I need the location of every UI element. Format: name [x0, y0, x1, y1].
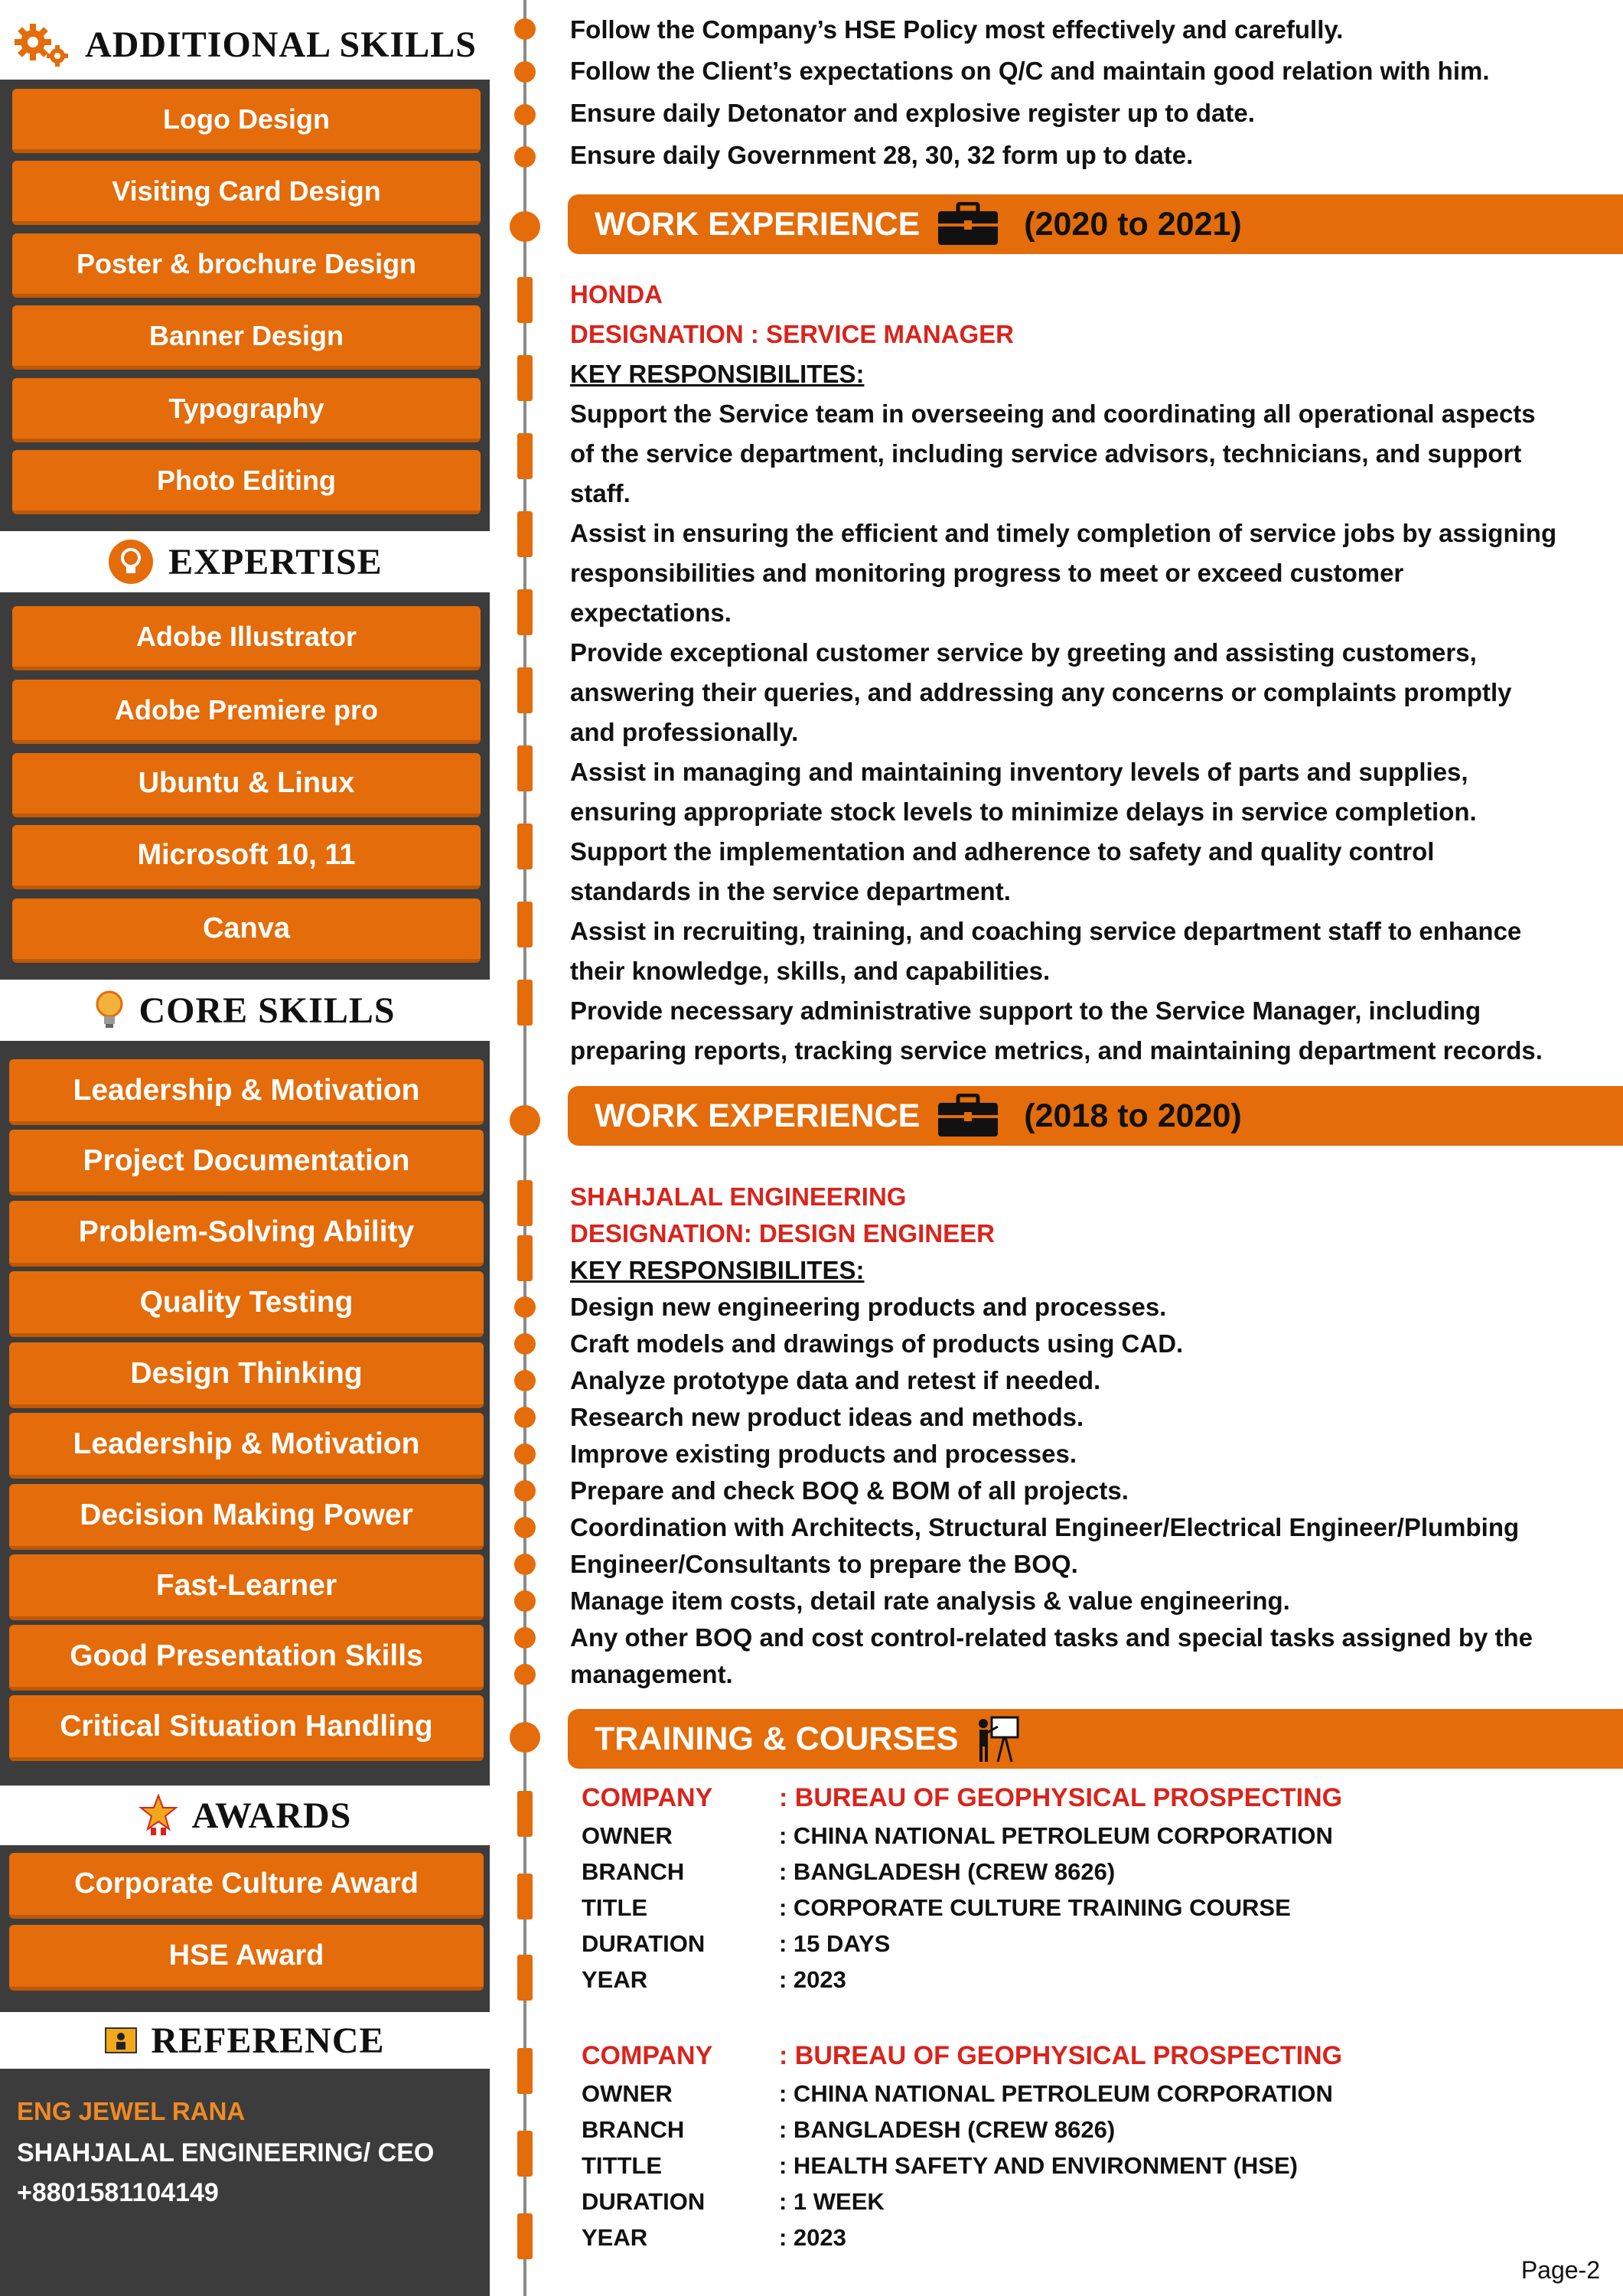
- award-hse: HSE Award: [9, 1925, 484, 1991]
- additional-skills-title: ADDITIONAL SKILLS: [85, 24, 477, 65]
- work-experience-1-header: [568, 194, 1623, 254]
- expertise-adobe-premiere: Adobe Premiere pro: [12, 680, 481, 744]
- work-1-line: their knowledge, skills, and capabilities.: [570, 957, 1051, 985]
- core-skill-design-thinking: Design Thinking: [9, 1342, 484, 1408]
- timeline-segment: [517, 1874, 533, 1919]
- reference-phone[interactable]: +8801581104149: [17, 2178, 219, 2207]
- timeline-segment: [517, 823, 533, 869]
- timeline-segment: [517, 1180, 533, 1226]
- work-1-line: standards in the service department.: [570, 877, 1011, 905]
- expertise-microsoft: Microsoft 10, 11: [12, 825, 481, 889]
- work-1-key-label: KEY RESPONSIBILITES:: [570, 360, 865, 388]
- work-1-designation: DESIGNATION : SERVICE MANAGER: [570, 320, 1014, 348]
- timeline-dot: [514, 1517, 536, 1538]
- core-skills-title: CORE SKILLS: [139, 990, 396, 1031]
- timeline-dot: [514, 1333, 536, 1355]
- timeline-dot: [514, 1443, 536, 1465]
- timeline-dot: [514, 104, 536, 126]
- intro-line: Ensure daily Government 28, 30, 32 form up to date.: [570, 141, 1194, 169]
- timeline-segment: [517, 433, 533, 479]
- work-2-line: Coordination with Architects, Structural Engineer/Electrical Engineer/Plumbing: [570, 1513, 1520, 1541]
- course-1-title-value: : CORPORATE CULTURE TRAINING COURSE: [779, 1894, 1291, 1921]
- work-2-line: Craft models and drawings of products using CAD.: [570, 1329, 1184, 1358]
- presentation-board-icon: [975, 1714, 1021, 1763]
- additional-skills-heading: [0, 14, 490, 75]
- skill-banner-design: Banner Design: [12, 305, 481, 370]
- awards-heading: [0, 1786, 490, 1845]
- core-skill-quality-testing: Quality Testing: [9, 1271, 484, 1337]
- course-1-title-key: TITLE: [582, 1894, 648, 1921]
- timeline-segment: [517, 1791, 533, 1837]
- course-2-owner-value: : CHINA NATIONAL PETROLEUM CORPORATION: [779, 2080, 1333, 2107]
- timeline-segment: [517, 980, 533, 1026]
- course-1-company-value: : BUREAU OF GEOPHYSICAL PROSPECTING: [779, 1783, 1343, 1812]
- course-2-branch-value: : BANGLADESH (CREW 8626): [779, 2116, 1116, 2143]
- work-1-line: of the service department, including service advisors, technicians, and support: [570, 439, 1522, 468]
- work-1-line: expectations.: [570, 598, 732, 627]
- timeline-dot: [514, 18, 536, 40]
- course-2-duration-value: : 1 WEEK: [779, 2188, 885, 2215]
- timeline-dot: [514, 1480, 536, 1502]
- timeline-segment: [517, 667, 533, 713]
- timeline-dot-section: [510, 1722, 540, 1753]
- timeline-segment: [517, 1955, 533, 2001]
- timeline-segment: [517, 511, 533, 557]
- course-1-duration-key: DURATION: [582, 1930, 706, 1957]
- work-1-line: Assist in managing and maintaining inventory levels of parts and supplies,: [570, 758, 1468, 786]
- work-2-line: Analyze prototype data and retest if needed.: [570, 1366, 1101, 1394]
- intro-line: Follow the Company’s HSE Policy most effectively and carefully.: [570, 15, 1344, 44]
- skill-photo-editing: Photo Editing: [12, 450, 481, 514]
- work-1-line: answering their queries, and addressing any concerns or complaints promptly: [570, 678, 1512, 706]
- timeline-dot: [514, 1590, 536, 1612]
- timeline-segment: [517, 1235, 533, 1281]
- timeline-segment: [517, 2131, 533, 2177]
- briefcase-icon: [937, 1094, 999, 1138]
- work-2-company: SHAHJALAL ENGINEERING: [570, 1182, 907, 1211]
- core-skill-fast-learner: Fast-Learner: [9, 1554, 484, 1620]
- expertise-canva: Canva: [12, 899, 481, 963]
- gears-icon: [13, 19, 71, 70]
- course-2-company-key: COMPANY: [582, 2041, 713, 2070]
- expertise-adobe-illustrator: Adobe Illustrator: [12, 606, 481, 670]
- work-2-line: Improve existing products and processes.: [570, 1440, 1077, 1468]
- course-2-title-value: : HEALTH SAFETY AND ENVIRONMENT (HSE): [779, 2152, 1298, 2179]
- work-2-line: Manage item costs, detail rate analysis & value engineering.: [570, 1587, 1290, 1615]
- page-number: Page-2: [1520, 2256, 1600, 2284]
- work-1-line: staff.: [570, 479, 631, 507]
- skill-logo-design: Logo Design: [12, 89, 481, 153]
- course-2-owner-key: OWNER: [582, 2080, 673, 2107]
- work-1-line: Support the Service team in overseeing and coordinating all operational aspects: [570, 400, 1536, 428]
- core-skill-leadership: Leadership & Motivation: [9, 1059, 484, 1125]
- course-2-title-key: TITTLE: [582, 2152, 663, 2179]
- core-skill-presentation: Good Presentation Skills: [9, 1625, 484, 1691]
- core-skills-heading: [0, 980, 490, 1041]
- course-1-company-key: COMPANY: [582, 1783, 713, 1812]
- core-skill-critical-situation: Critical Situation Handling: [9, 1695, 484, 1761]
- timeline-dot: [514, 1370, 536, 1391]
- course-1-year-key: YEAR: [582, 1966, 648, 1993]
- work-2-line: Prepare and check BOQ & BOM of all projects.: [570, 1476, 1129, 1505]
- work-1-line: Support the implementation and adherence to safety and quality control: [570, 837, 1435, 866]
- course-1-branch-value: : BANGLADESH (CREW 8626): [779, 1858, 1116, 1885]
- timeline-dot: [514, 1296, 536, 1318]
- expertise-ubuntu-linux: Ubuntu & Linux: [12, 753, 481, 817]
- course-2-year-value: : 2023: [779, 2224, 846, 2251]
- work-2-line: Any other BOQ and cost control-related tasks and special tasks assigned by the: [570, 1623, 1533, 1652]
- course-2-year-key: YEAR: [582, 2224, 648, 2251]
- course-2-company-value: : BUREAU OF GEOPHYSICAL PROSPECTING: [779, 2041, 1343, 2070]
- work-2-line: management.: [570, 1660, 733, 1688]
- course-1-branch-key: BRANCH: [582, 1858, 685, 1885]
- timeline-dot: [514, 1554, 536, 1575]
- skill-typography: Typography: [12, 378, 481, 442]
- intro-line: Follow the Client’s expectations on Q/C and maintain good relation with him.: [570, 57, 1490, 85]
- work-2-designation: DESIGNATION: DESIGN ENGINEER: [570, 1219, 995, 1247]
- course-1-owner-key: OWNER: [582, 1822, 673, 1849]
- work-2-line: Engineer/Consultants to prepare the BOQ.: [570, 1550, 1078, 1578]
- work-1-line: responsibilities and monitoring progress to meet or exceed customer: [570, 559, 1404, 587]
- skill-poster-brochure-design: Poster & brochure Design: [12, 233, 481, 298]
- work-experience-2-header: [568, 1086, 1623, 1146]
- timeline-segment: [517, 902, 533, 947]
- timeline-dot-section: [510, 1105, 540, 1136]
- timeline-line: [523, 0, 526, 2296]
- expertise-title: EXPERTISE: [168, 541, 383, 582]
- timeline-segment: [517, 589, 533, 635]
- work-2-key-label: KEY RESPONSIBILITES:: [570, 1256, 865, 1284]
- awards-title: AWARDS: [191, 1795, 352, 1836]
- timeline-dot: [514, 1664, 536, 1685]
- course-1-duration-value: : 15 DAYS: [779, 1930, 891, 1957]
- timeline-dot: [514, 1627, 536, 1649]
- work-experience-1-years: (2020 to 2021): [1024, 205, 1242, 243]
- timeline-dot-section: [510, 211, 540, 242]
- work-1-line: Assist in ensuring the efficient and timely completion of service jobs by assigning: [570, 519, 1557, 547]
- reference-heading: [0, 2012, 490, 2069]
- timeline-dot: [514, 61, 536, 83]
- core-skill-leadership-2: Leadership & Motivation: [9, 1413, 484, 1479]
- timeline-segment: [517, 2048, 533, 2094]
- work-2-line: Research new product ideas and methods.: [570, 1403, 1084, 1431]
- lightbulb-badge-icon: [107, 538, 155, 585]
- timeline-dot: [514, 1407, 536, 1428]
- course-1-year-value: : 2023: [779, 1966, 846, 1993]
- timeline-segment: [517, 2213, 533, 2259]
- work-experience-2-title: WORK EXPERIENCE: [595, 1097, 921, 1134]
- work-1-line: Provide exceptional customer service by greeting and assisting customers,: [570, 638, 1477, 667]
- work-2-line: Design new engineering products and processes.: [570, 1293, 1167, 1321]
- id-card-icon: [105, 2027, 137, 2053]
- work-1-line: and professionally.: [570, 718, 799, 746]
- timeline-segment: [517, 277, 533, 323]
- training-title: TRAINING & COURSES: [595, 1720, 959, 1757]
- work-1-line: Provide necessary administrative support to the Service Manager, including: [570, 996, 1481, 1025]
- work-experience-1-title: WORK EXPERIENCE: [595, 205, 921, 243]
- work-1-line: Assist in recruiting, training, and coaching service department staff to enhance: [570, 917, 1522, 945]
- course-2-duration-key: DURATION: [582, 2188, 706, 2215]
- training-header: [568, 1709, 1623, 1769]
- core-skill-project-documentation: Project Documentation: [9, 1130, 484, 1195]
- work-experience-2-years: (2018 to 2020): [1024, 1097, 1242, 1134]
- lightbulb-icon: [94, 989, 125, 1032]
- course-1-owner-value: : CHINA NATIONAL PETROLEUM CORPORATION: [779, 1822, 1333, 1849]
- timeline-dot: [514, 146, 536, 168]
- reference-name: ENG JEWEL RANA: [17, 2097, 246, 2125]
- course-2-branch-key: BRANCH: [582, 2116, 685, 2143]
- work-1-company: HONDA: [570, 280, 663, 308]
- award-star-icon: [139, 1794, 178, 1837]
- reference-org: SHAHJALAL ENGINEERING/ CEO: [17, 2138, 435, 2167]
- timeline-segment: [517, 745, 533, 791]
- work-1-line: preparing reports, tracking service metrics, and maintaining department records.: [570, 1036, 1543, 1065]
- reference-title: REFERENCE: [151, 2020, 385, 2061]
- work-1-line: ensuring appropriate stock levels to minimize delays in service completion.: [570, 797, 1477, 826]
- intro-line: Ensure daily Detonator and explosive register up to date.: [570, 99, 1255, 127]
- award-corporate-culture: Corporate Culture Award: [9, 1853, 484, 1919]
- core-skill-problem-solving: Problem-Solving Ability: [9, 1201, 484, 1267]
- skill-visiting-card-design: Visiting Card Design: [12, 161, 481, 225]
- timeline-segment: [517, 355, 533, 401]
- core-skill-decision-making: Decision Making Power: [9, 1484, 484, 1550]
- expertise-heading: [0, 531, 490, 592]
- briefcase-icon: [937, 202, 999, 246]
